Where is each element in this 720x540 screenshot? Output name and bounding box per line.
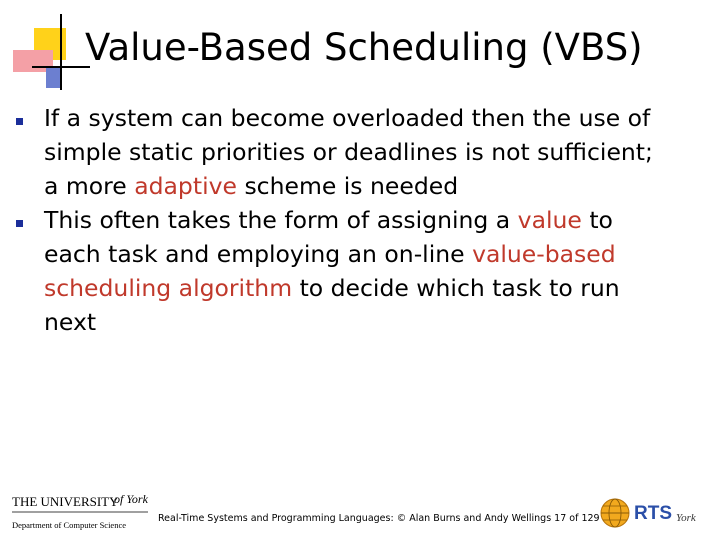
rts-text: RTS (634, 503, 672, 524)
rts-york-logo (598, 496, 710, 530)
text-run: to decide which task to run (292, 274, 620, 302)
decor-vertical-line (60, 14, 62, 90)
globe-icon (601, 499, 629, 527)
rts-york-text: York (676, 512, 696, 524)
text-run: scheme is needed (236, 172, 459, 200)
decor-horizontal-line (32, 66, 90, 68)
square-bullet-icon (16, 118, 23, 125)
text-run: next (44, 308, 97, 336)
bullet-line (44, 135, 704, 169)
bullet-line (44, 237, 704, 271)
bullet-line (44, 101, 704, 135)
bullet-line (44, 169, 704, 203)
text-run: each task and employing an on-line (44, 240, 473, 268)
footer-text: Real-Time Systems and Programming Languages: © Alan Burns and Andy Wellings 17 of 129 (158, 513, 600, 524)
logo-york-text: of York (114, 492, 148, 506)
logo-department-text: Department of Computer Science (12, 520, 127, 530)
decor-blue-square (46, 66, 60, 88)
highlighted-term: value (517, 206, 582, 234)
bullet-line (44, 271, 704, 305)
text-run: a more (44, 172, 135, 200)
slide-title: Value-Based Scheduling (VBS) (85, 26, 643, 69)
text-run: If a system can become overloaded then the use of (44, 104, 651, 132)
bullet-text (44, 101, 704, 203)
highlighted-term: adaptive (134, 172, 237, 200)
text-run: This often takes the form of assigning a (44, 206, 518, 234)
bullet-line (44, 305, 704, 339)
square-bullet-icon (16, 220, 23, 227)
university-of-york-logo (10, 486, 152, 534)
text-run: to (581, 206, 613, 234)
bullet-line (44, 203, 704, 237)
highlighted-term: value-based (472, 240, 616, 268)
bullet-text (44, 203, 704, 339)
logo-university-text: THE UNIVERSITY (12, 494, 119, 509)
text-run: simple static priorities or deadlines is not sufficient; (44, 138, 653, 166)
highlighted-term: scheduling algorithm (44, 274, 293, 302)
